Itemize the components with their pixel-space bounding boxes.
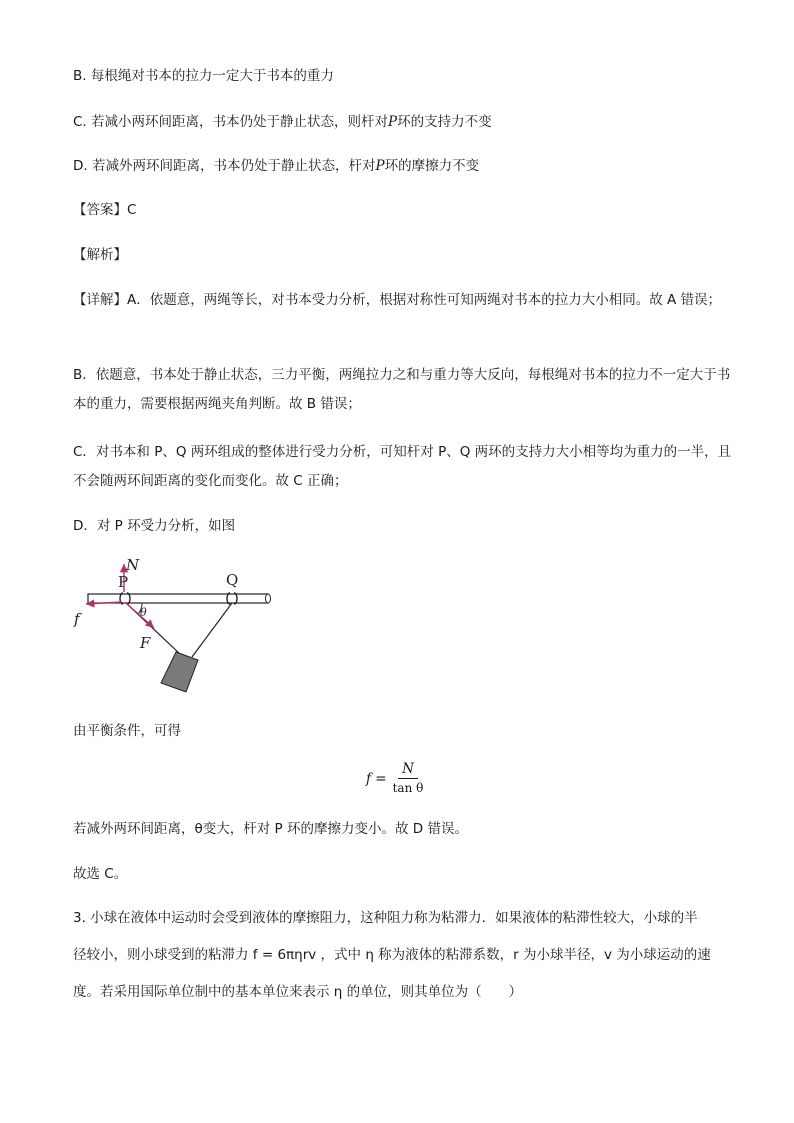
rod	[88, 594, 268, 603]
label-p: P	[118, 573, 129, 591]
option-d-var: P	[375, 158, 385, 174]
label-n: N	[126, 556, 140, 574]
q3-line-2: 径较小，则小球受到的粘滞力 f = 6πηrv ，式中 η 称为液体的粘滞系数，r 为小球半径，v 为小球运动的速	[73, 947, 711, 963]
detail-b: B．依题意，书本处于静止状态，三力平衡，两绳拉力之和与重力等大反向，每根绳对书本的拉力不一定大于书本的重力，需要根据两绳夹角判断。故 B 错误；	[73, 367, 731, 412]
q3-line-3: 度。若采用国际单位制中的基本单位来表示 η 的单位，则其单位为（ ）	[73, 984, 523, 1000]
detail-c: C．对书本和 P、Q 两环组成的整体进行受力分析，可知杆对 P、Q 两环的支持力大小相等均为重力的一半，且不会随两环间距离的变化而变化。故 C 正确；	[73, 444, 732, 489]
label-f-small: f	[74, 610, 80, 628]
label-theta: θ	[140, 606, 147, 619]
option-c-text-pre: C. 若减小两环间距离，书本仍处于静止状态，则杆对	[73, 114, 389, 130]
option-d	[73, 156, 479, 176]
answer-value: C	[127, 202, 137, 218]
analysis-tag: 【解析】	[73, 247, 127, 263]
string-right	[192, 603, 232, 657]
choose-line: 故选 C。	[73, 866, 128, 882]
equilibrium-text: 由平衡条件，可得	[73, 723, 181, 739]
formula-denominator: tan θ	[392, 781, 424, 795]
force-diagram-svg	[70, 556, 280, 696]
q3-line-1: 3. 小球在液体中运动时会受到液体的摩擦阻力，这种阻力称为粘滞力．如果液体的粘滞性较大，小球的半	[73, 910, 698, 926]
option-d-text-post: 环的摩擦力不变	[384, 158, 480, 174]
option-c-var: P	[388, 114, 398, 130]
detail-d: D．对 P 环受力分析，如图	[73, 518, 236, 534]
option-c-text-post: 环的支持力不变	[397, 114, 492, 130]
option-c	[73, 112, 492, 132]
detail-a: 【详解】A．依题意，两绳等长，对书本受力分析，根据对称性可知两绳对书本的拉力大小相同。故 A 错误；	[73, 292, 722, 308]
rod-end	[266, 594, 271, 603]
formula-lhs: f =	[366, 770, 387, 787]
label-q: Q	[226, 571, 239, 589]
label-f-big: F	[140, 634, 151, 652]
formula-numerator: N	[398, 760, 418, 779]
option-b: B. 每根绳对书本的拉力一定大于书本的重力	[73, 68, 334, 84]
formula	[366, 760, 423, 797]
option-d-text-pre: D. 若减外两环间距离，书本仍处于静止状态，杆对	[73, 158, 376, 174]
answer-tag: 【答案】	[73, 202, 127, 218]
book-block	[161, 652, 198, 692]
answer-line	[73, 200, 136, 220]
conclusion: 若减外两环间距离，θ变大，杆对 P 环的摩擦力变小。故 D 错误。	[73, 821, 468, 837]
formula-fraction	[393, 760, 424, 797]
force-diagram	[70, 556, 280, 696]
